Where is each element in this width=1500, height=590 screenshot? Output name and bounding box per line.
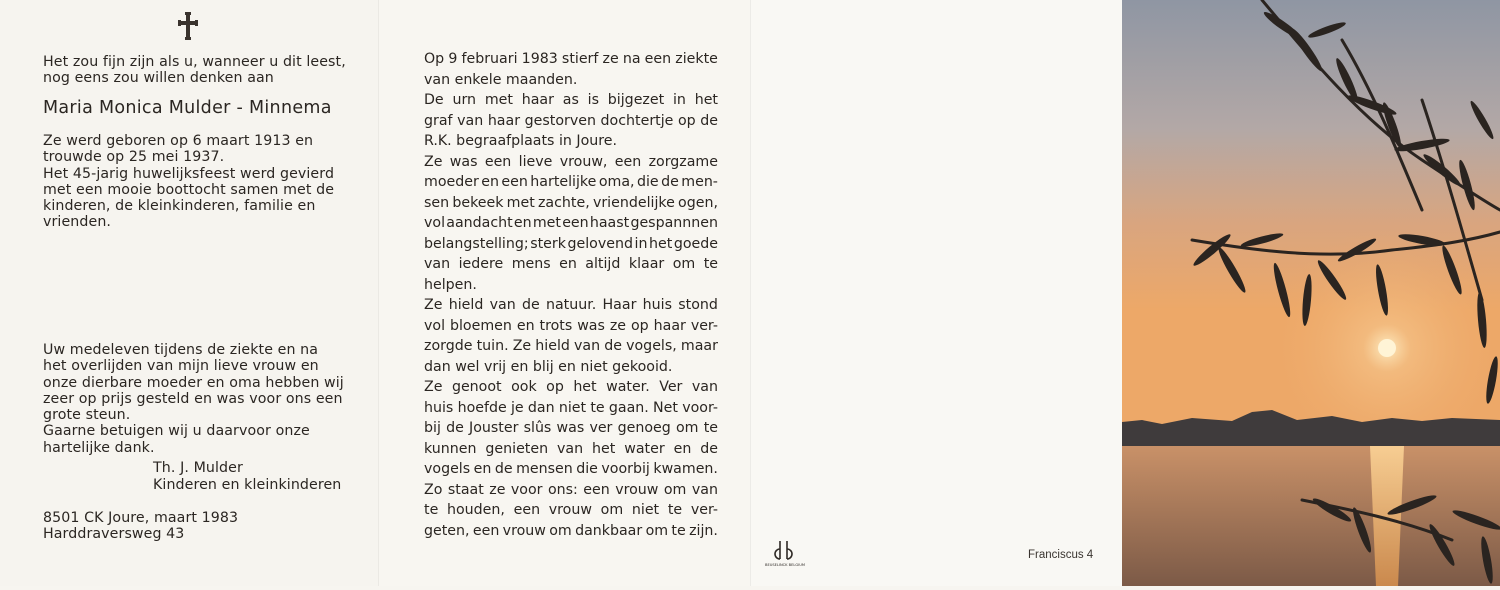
story-line: van enkele maanden. xyxy=(424,71,578,88)
story-line: moeder en een hartelijke oma, die de men- xyxy=(424,174,718,190)
bio-line: kinderen, de kleinkinderen, familie en xyxy=(43,198,316,215)
thanks-text xyxy=(43,342,344,456)
signature-line: Kinderen en kleinkinderen xyxy=(153,477,342,494)
story-line: Ze genoot ook op het water. Ver van xyxy=(424,379,718,395)
story-line: huis hoefde je dan niet te gaan. Net voor- xyxy=(424,399,718,416)
bio-line: trouwde op 25 mei 1937. xyxy=(43,149,225,166)
thanks-line: het overlijden van mijn lieve vrouw en xyxy=(43,358,319,375)
story-line: belangstelling; sterk gelovend in het goede xyxy=(424,235,718,252)
bio-line: Het 45-jarig huwelijksfeest werd gevierd xyxy=(43,165,335,182)
bio-line: Ze werd geboren op 6 maart 1913 en xyxy=(43,133,314,149)
fold-line xyxy=(750,0,751,586)
story-line: graf van haar gestorven dochtertje op de xyxy=(424,112,718,129)
cross-icon xyxy=(177,12,199,40)
address-line: 8501 CK Joure, maart 1983 xyxy=(43,510,239,526)
story-line: zorgde tuin. Ze hield van de vogels, maar xyxy=(424,338,718,354)
story-line: vol aandacht en met een haast gespannnen xyxy=(424,215,718,231)
thanks-line: Uw medeleven tijdens de ziekte en na xyxy=(43,342,319,358)
card-photo-panel xyxy=(1122,0,1500,586)
sun xyxy=(1378,339,1396,357)
fold-line xyxy=(378,0,379,586)
card-panel-left xyxy=(0,0,378,586)
thanks-line: Gaarne betuigen wij u daarvoor onze xyxy=(43,423,310,440)
bio-line: met een mooie boottocht samen met de xyxy=(43,181,335,198)
publisher-logo-label: BEUSELINCK BELGIUM xyxy=(765,563,805,567)
bio-line: vrienden. xyxy=(43,214,112,231)
water xyxy=(1122,446,1500,586)
story-line: Zo staat ze voor ons: een vrouw om van xyxy=(424,481,718,498)
intro-line: nog eens zou willen denken aan xyxy=(43,70,274,87)
thanks-line: zeer op prijs gesteld en was voor ons een xyxy=(43,390,343,407)
deceased-name: Maria Monica Mulder - Minnema xyxy=(43,98,332,118)
signature-line: Th. J. Mulder xyxy=(153,460,243,476)
story-line: vol bloemen en trots was ze op haar ver- xyxy=(424,317,718,334)
story-line: bij de Jouster slûs was ver genoeg om te xyxy=(424,420,718,436)
story-text xyxy=(424,49,718,541)
story-line: te houden, een vrouw om niet te ver- xyxy=(424,502,718,518)
card-brand: Franciscus 4 xyxy=(1028,549,1094,561)
story-line: R.K. begraafplaats in Joure. xyxy=(424,133,617,149)
sunset-photo xyxy=(1122,0,1500,586)
thanks-line: onze dierbare moeder en oma hebben wij xyxy=(43,374,344,391)
story-line: Op 9 februari 1983 stierf ze na een ziekte xyxy=(424,51,718,67)
story-line: De urn met haar as is bijgezet in het xyxy=(424,92,718,108)
thanks-line: grote steun. xyxy=(43,407,131,424)
signature-block xyxy=(153,460,341,494)
address-line: Harddraversweg 43 xyxy=(43,526,185,543)
story-line: geten, een vrouw om dankbaar om te zijn. xyxy=(424,522,718,539)
story-line: kunnen genieten van het water en de xyxy=(424,440,718,457)
story-line: sen bekeek met zachte, vriendelijke ogen, xyxy=(424,194,718,211)
thanks-line: hartelijke dank. xyxy=(43,439,155,456)
intro-line: Het zou fijn zijn als u, wanneer u dit leest, xyxy=(43,54,346,70)
story-line: helpen. xyxy=(424,276,477,293)
bio-text xyxy=(43,133,334,231)
story-line: Ze hield van de natuur. Haar huis stond xyxy=(424,297,718,313)
address-block xyxy=(43,510,238,543)
story-line: dan wel vrij en blij en niet gekooid. xyxy=(424,358,673,375)
story-line: Ze was een lieve vrouw, een zorgzame xyxy=(424,153,718,170)
card-panel-blank xyxy=(750,0,1122,586)
story-line: van iedere mens en altijd klaar om te xyxy=(424,256,718,272)
publisher-logo-icon xyxy=(765,539,805,573)
intro-text xyxy=(43,54,346,87)
story-line: vogels en de mensen die voorbij kwamen. xyxy=(424,461,718,477)
